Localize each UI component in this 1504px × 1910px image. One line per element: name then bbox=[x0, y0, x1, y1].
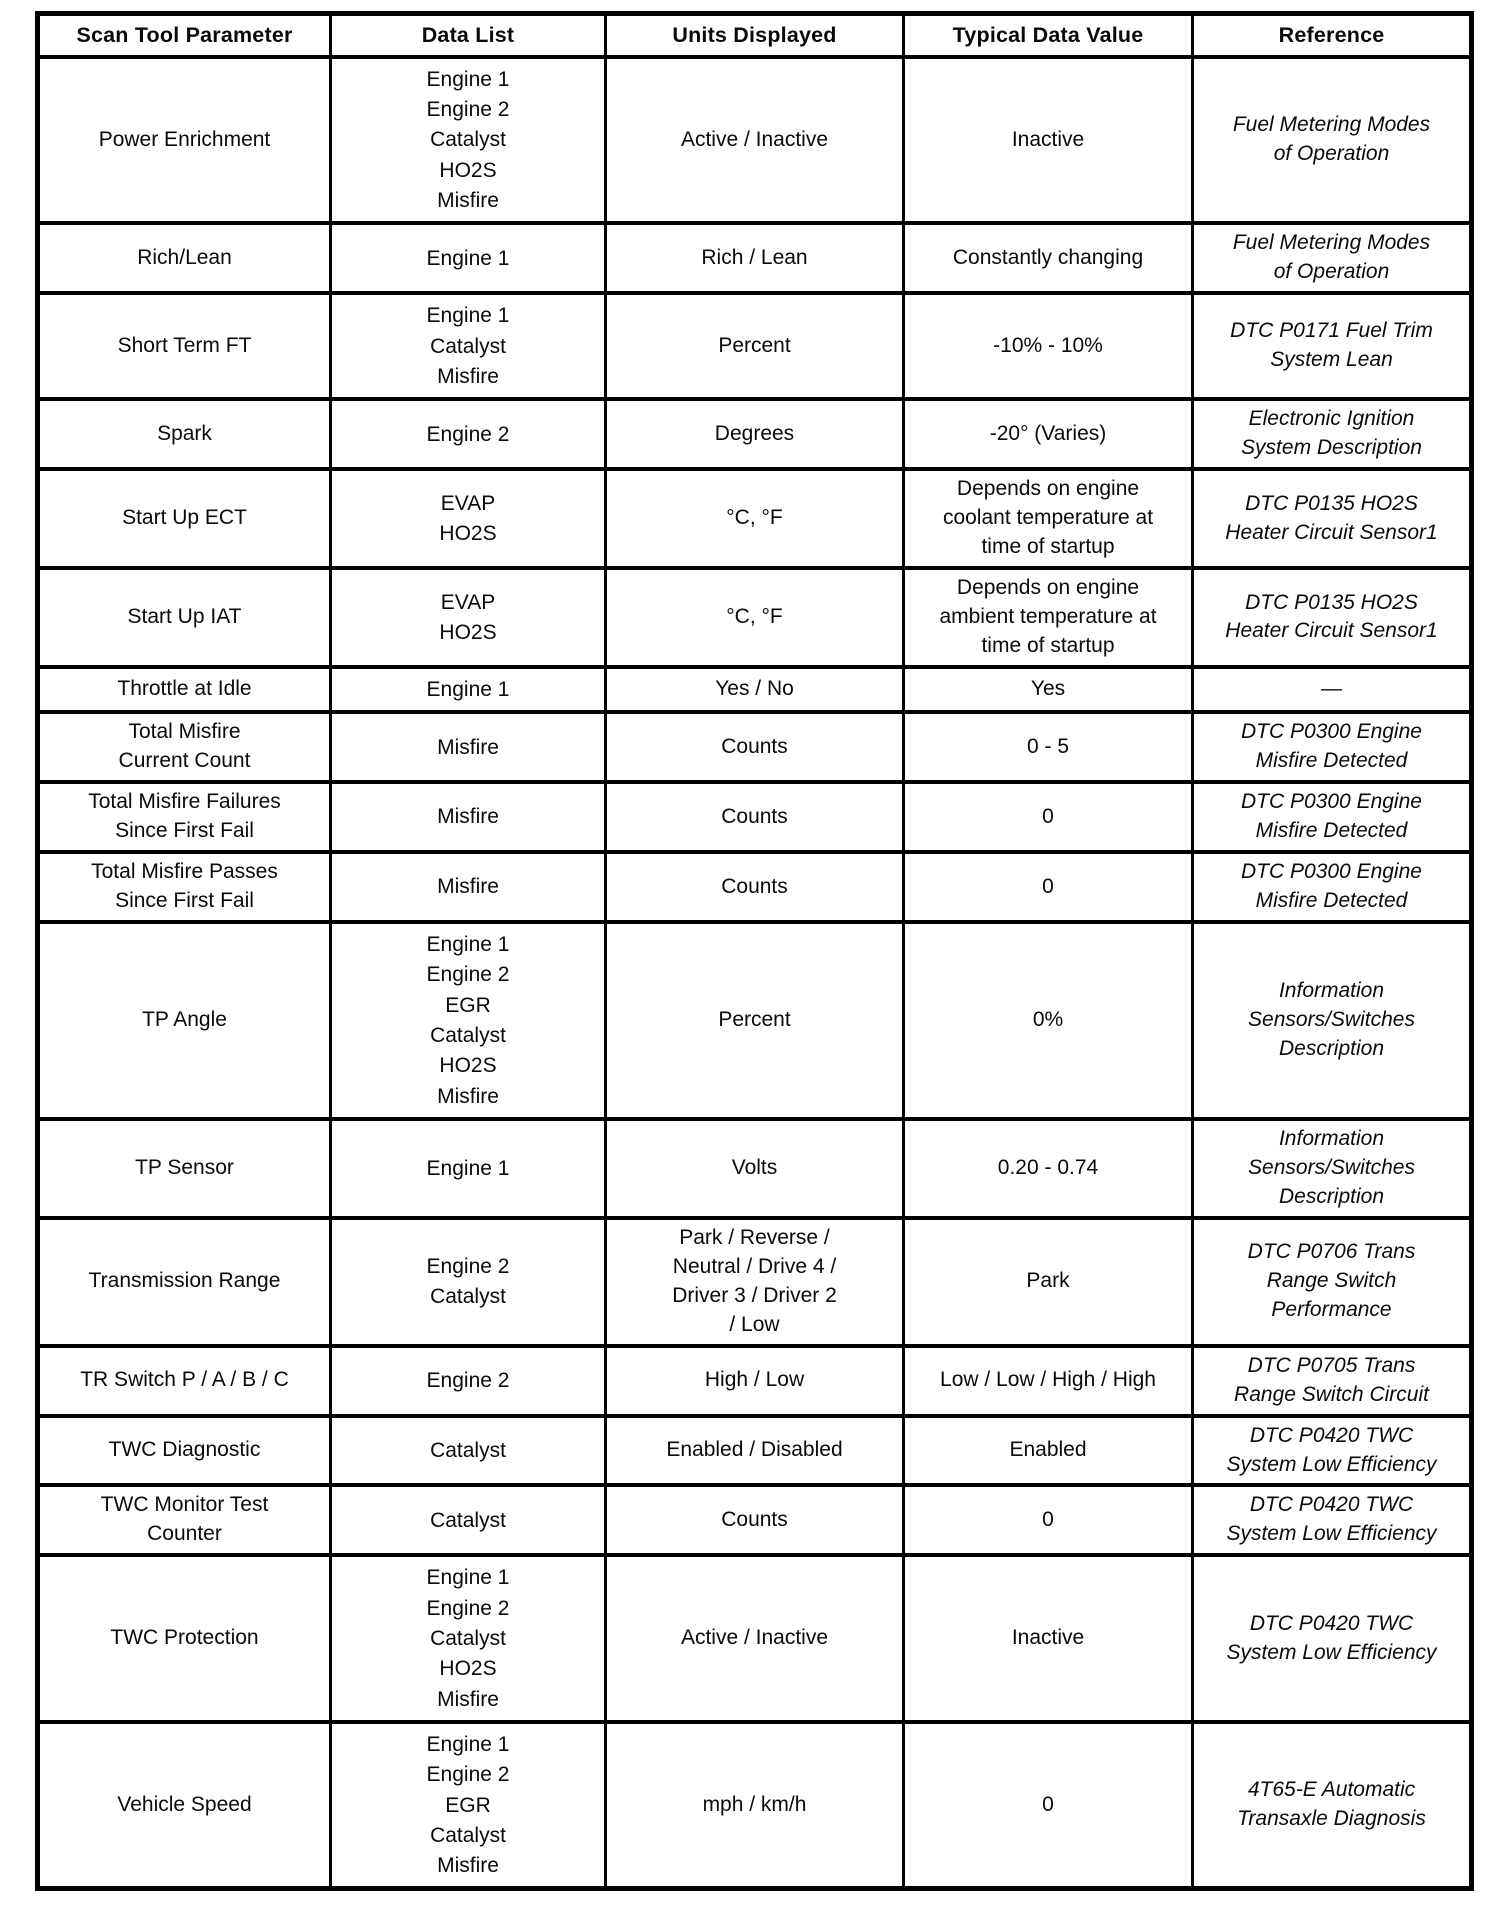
cell-line: °C, °F bbox=[726, 506, 783, 530]
cell-data-list bbox=[331, 782, 606, 852]
cell-line: Counter bbox=[147, 1522, 222, 1546]
cell-line: System Low Efficiency bbox=[1226, 1640, 1437, 1664]
cell-data-list bbox=[331, 1416, 606, 1486]
cell-line: °C, °F bbox=[726, 605, 783, 628]
cell-line: Heater Circuit Sensor1 bbox=[1225, 619, 1438, 643]
cell-line: Since First Fail bbox=[115, 819, 254, 843]
cell-typical bbox=[904, 1119, 1193, 1218]
cell-data-list bbox=[331, 399, 606, 469]
cell-line: — bbox=[1321, 677, 1342, 701]
cell-line: Engine 2 bbox=[426, 1763, 510, 1787]
cell-line: Driver 3 / Driver 2 bbox=[672, 1283, 837, 1307]
cell-typical bbox=[904, 399, 1193, 469]
cell-line: Transaxle Diagnosis bbox=[1237, 1807, 1426, 1831]
table-row bbox=[38, 57, 1472, 223]
cell-line: Misfire bbox=[437, 735, 499, 759]
cell-line: Counts bbox=[721, 804, 788, 828]
cell-typical bbox=[904, 1722, 1193, 1889]
cell-line: DTC P0420 TWC bbox=[1249, 1493, 1414, 1517]
cell-line: Misfire Detected bbox=[1255, 749, 1408, 773]
cell-line: Engine 2 bbox=[426, 1596, 510, 1620]
cell-line: Enabled / Disabled bbox=[666, 1438, 843, 1462]
cell-line: TWC Diagnostic bbox=[108, 1438, 261, 1462]
cell-line: TWC Protection bbox=[110, 1626, 259, 1650]
table-row bbox=[38, 1346, 1472, 1416]
cell-data-list bbox=[331, 1485, 606, 1555]
cell-line: Engine 2 bbox=[426, 98, 510, 122]
cell-line: of Operation bbox=[1273, 260, 1390, 284]
cell-reference bbox=[1193, 712, 1472, 782]
cell-line: Counts bbox=[721, 874, 788, 898]
scan-tool-parameter-table bbox=[35, 11, 1474, 1891]
cell-line: Yes / No bbox=[715, 677, 794, 701]
cell-typical bbox=[904, 1346, 1193, 1416]
cell-reference bbox=[1193, 1119, 1472, 1218]
cell-line: System Low Efficiency bbox=[1226, 1522, 1437, 1546]
cell-typical bbox=[904, 1485, 1193, 1555]
cell-line: DTC P0135 HO2S bbox=[1245, 590, 1418, 614]
cell-typical bbox=[904, 568, 1193, 667]
cell-line: coolant temperature at bbox=[942, 506, 1154, 530]
cell-parameter bbox=[38, 922, 331, 1119]
cell-line: Performance bbox=[1271, 1298, 1392, 1322]
header-row bbox=[38, 14, 1472, 57]
cell-typical bbox=[904, 1416, 1193, 1486]
cell-line: 0 bbox=[1042, 874, 1054, 898]
table-row bbox=[38, 667, 1472, 712]
cell-reference bbox=[1193, 852, 1472, 922]
cell-line: Throttle at Idle bbox=[117, 677, 252, 701]
cell-units bbox=[606, 57, 904, 223]
cell-line: System Description bbox=[1241, 436, 1422, 460]
cell-units bbox=[606, 469, 904, 568]
cell-line: Misfire Detected bbox=[1255, 889, 1408, 913]
cell-line: Depends on engine bbox=[956, 576, 1140, 600]
cell-line: Misfire bbox=[437, 364, 499, 388]
cell-line: 0 - 5 bbox=[1026, 734, 1070, 758]
cell-units bbox=[606, 1485, 904, 1555]
cell-line: Engine 1 bbox=[426, 1566, 510, 1590]
cell-line: Total Misfire Passes bbox=[91, 860, 278, 884]
cell-line: Engine 1 bbox=[426, 246, 510, 270]
cell-line: Total Misfire bbox=[128, 720, 241, 744]
cell-reference bbox=[1193, 1555, 1472, 1721]
cell-typical bbox=[904, 469, 1193, 568]
cell-parameter bbox=[38, 223, 331, 293]
cell-line: DTC P0300 Engine bbox=[1241, 790, 1422, 814]
cell-line: 0 bbox=[1042, 1792, 1054, 1816]
cell-units bbox=[606, 399, 904, 469]
cell-line: Active / Inactive bbox=[680, 127, 829, 151]
cell-line: Depends on engine bbox=[956, 477, 1140, 501]
cell-units bbox=[606, 852, 904, 922]
cell-parameter bbox=[38, 1346, 331, 1416]
cell-line: time of startup bbox=[981, 633, 1115, 657]
cell-data-list bbox=[331, 293, 606, 399]
cell-line: Park / Reverse / bbox=[679, 1225, 830, 1249]
cell-units bbox=[606, 1346, 904, 1416]
cell-line: Engine 1 bbox=[426, 677, 510, 701]
cell-line: Misfire bbox=[437, 1687, 499, 1711]
table-row bbox=[38, 712, 1472, 782]
cell-parameter bbox=[38, 667, 331, 712]
cell-line: DTC P0706 Trans bbox=[1247, 1240, 1416, 1264]
column-header-4: Reference bbox=[1193, 14, 1472, 57]
cell-data-list bbox=[331, 1722, 606, 1889]
cell-typical bbox=[904, 667, 1193, 712]
cell-line: HO2S bbox=[439, 522, 497, 546]
cell-line: Misfire bbox=[437, 189, 499, 213]
cell-data-list bbox=[331, 568, 606, 667]
cell-line: Catalyst bbox=[430, 1285, 506, 1309]
cell-line: Catalyst bbox=[430, 1627, 506, 1651]
cell-line: EVAP bbox=[440, 491, 496, 515]
cell-line: Fuel Metering Modes bbox=[1232, 231, 1431, 255]
table-row bbox=[38, 782, 1472, 852]
table-row bbox=[38, 1119, 1472, 1218]
cell-parameter bbox=[38, 469, 331, 568]
cell-parameter bbox=[38, 1485, 331, 1555]
cell-line: Catalyst bbox=[430, 1438, 506, 1462]
cell-line: -10% - 10% bbox=[993, 333, 1103, 357]
cell-units bbox=[606, 1218, 904, 1346]
cell-line: DTC P0300 Engine bbox=[1241, 720, 1422, 744]
cell-line: TP Sensor bbox=[135, 1155, 234, 1179]
cell-reference bbox=[1193, 782, 1472, 852]
table-body bbox=[38, 57, 1472, 1889]
table-row bbox=[38, 1722, 1472, 1889]
table-row bbox=[38, 852, 1472, 922]
cell-line: Total Misfire Failures bbox=[88, 790, 281, 814]
cell-typical bbox=[904, 293, 1193, 399]
cell-line: Heater Circuit Sensor1 bbox=[1225, 520, 1438, 544]
cell-line: HO2S bbox=[439, 620, 497, 644]
cell-line: Percent bbox=[718, 333, 791, 357]
cell-line: Current Count bbox=[118, 749, 251, 773]
cell-line: Enabled bbox=[1009, 1438, 1087, 1462]
cell-reference bbox=[1193, 293, 1472, 399]
cell-line: EVAP bbox=[440, 590, 496, 614]
cell-line: Engine 1 bbox=[426, 1156, 510, 1180]
cell-parameter bbox=[38, 1218, 331, 1346]
column-header-2: Units Displayed bbox=[606, 14, 904, 57]
cell-units bbox=[606, 782, 904, 852]
table-row bbox=[38, 568, 1472, 667]
cell-reference bbox=[1193, 1346, 1472, 1416]
cell-data-list bbox=[331, 1218, 606, 1346]
cell-parameter bbox=[38, 1722, 331, 1889]
cell-line: mph / km/h bbox=[702, 1792, 807, 1816]
cell-line: Sensors/Switches bbox=[1248, 1007, 1415, 1031]
cell-line: Engine 1 bbox=[426, 933, 510, 957]
cell-line: / Low bbox=[729, 1312, 780, 1336]
table-row bbox=[38, 399, 1472, 469]
cell-line: Catalyst bbox=[430, 128, 506, 152]
cell-line: HO2S bbox=[439, 158, 497, 182]
cell-line: Yes bbox=[1030, 677, 1066, 701]
cell-line: Neutral / Drive 4 / bbox=[672, 1254, 837, 1278]
cell-line: TR Switch P / A / B / C bbox=[80, 1368, 289, 1392]
cell-reference bbox=[1193, 1416, 1472, 1486]
cell-units bbox=[606, 293, 904, 399]
cell-line: Rich/Lean bbox=[137, 245, 232, 269]
cell-line: TWC Monitor Test bbox=[100, 1493, 269, 1517]
cell-line: Range Switch Circuit bbox=[1234, 1382, 1429, 1406]
cell-reference bbox=[1193, 57, 1472, 223]
cell-line: Misfire bbox=[437, 1084, 499, 1108]
cell-typical bbox=[904, 223, 1193, 293]
cell-line: Information bbox=[1278, 1126, 1385, 1150]
cell-reference bbox=[1193, 1722, 1472, 1889]
cell-line: HO2S bbox=[439, 1657, 497, 1681]
cell-line: Inactive bbox=[1011, 127, 1085, 151]
cell-line: Information bbox=[1278, 978, 1385, 1002]
cell-line: Inactive bbox=[1011, 1626, 1085, 1650]
cell-units bbox=[606, 922, 904, 1119]
cell-line: Catalyst bbox=[430, 1823, 506, 1847]
cell-reference bbox=[1193, 568, 1472, 667]
cell-data-list bbox=[331, 852, 606, 922]
table-row bbox=[38, 1555, 1472, 1721]
table-row bbox=[38, 922, 1472, 1119]
cell-line: DTC P0420 TWC bbox=[1249, 1611, 1414, 1635]
cell-line: System Low Efficiency bbox=[1226, 1452, 1437, 1476]
cell-reference bbox=[1193, 399, 1472, 469]
cell-units bbox=[606, 1722, 904, 1889]
cell-units bbox=[606, 568, 904, 667]
cell-line: Electronic Ignition bbox=[1248, 407, 1415, 431]
cell-data-list bbox=[331, 922, 606, 1119]
cell-line: Since First Fail bbox=[115, 889, 254, 913]
cell-line: 0% bbox=[1032, 1007, 1064, 1031]
cell-line: EGR bbox=[445, 1793, 491, 1817]
cell-data-list bbox=[331, 469, 606, 568]
cell-units bbox=[606, 1555, 904, 1721]
cell-line: Rich / Lean bbox=[701, 245, 808, 269]
cell-line: Counts bbox=[721, 734, 788, 758]
cell-line: DTC P0300 Engine bbox=[1241, 860, 1422, 884]
cell-parameter bbox=[38, 1555, 331, 1721]
cell-parameter bbox=[38, 57, 331, 223]
cell-line: High / Low bbox=[704, 1368, 805, 1392]
cell-typical bbox=[904, 922, 1193, 1119]
cell-line: Catalyst bbox=[430, 1023, 506, 1047]
cell-line: DTC P0135 HO2S bbox=[1245, 491, 1418, 515]
table-row bbox=[38, 1218, 1472, 1346]
table-row bbox=[38, 293, 1472, 399]
cell-parameter bbox=[38, 782, 331, 852]
cell-line: of Operation bbox=[1273, 142, 1390, 166]
cell-line: Catalyst bbox=[430, 1508, 506, 1532]
cell-reference bbox=[1193, 667, 1472, 712]
table-row bbox=[38, 1485, 1472, 1555]
cell-parameter bbox=[38, 1119, 331, 1218]
cell-line: Percent bbox=[718, 1007, 791, 1031]
cell-line: time of startup bbox=[981, 535, 1115, 559]
cell-typical bbox=[904, 782, 1193, 852]
cell-units bbox=[606, 712, 904, 782]
cell-line: HO2S bbox=[439, 1054, 497, 1078]
cell-reference bbox=[1193, 469, 1472, 568]
cell-line: Description bbox=[1278, 1036, 1385, 1060]
cell-line: Range Switch bbox=[1266, 1269, 1397, 1293]
cell-line: Constantly changing bbox=[952, 245, 1144, 269]
cell-line: 0.20 - 0.74 bbox=[997, 1155, 1099, 1179]
cell-parameter bbox=[38, 293, 331, 399]
table-row bbox=[38, 469, 1472, 568]
cell-line: System Lean bbox=[1270, 348, 1393, 372]
cell-reference bbox=[1193, 1485, 1472, 1555]
cell-data-list bbox=[331, 1346, 606, 1416]
cell-line: Engine 1 bbox=[426, 304, 510, 328]
cell-line: Start Up ECT bbox=[122, 506, 247, 530]
cell-line: Park bbox=[1026, 1269, 1070, 1293]
cell-line: Engine 1 bbox=[426, 1732, 510, 1756]
cell-line: Short Term FT bbox=[117, 333, 252, 357]
cell-typical bbox=[904, 1555, 1193, 1721]
cell-line: Counts bbox=[721, 1507, 788, 1531]
column-header-3: Typical Data Value bbox=[904, 14, 1193, 57]
cell-typical bbox=[904, 712, 1193, 782]
cell-line: 0 bbox=[1042, 804, 1054, 828]
cell-reference bbox=[1193, 922, 1472, 1119]
cell-parameter bbox=[38, 399, 331, 469]
cell-line: Low / Low / High / High bbox=[940, 1368, 1156, 1392]
cell-line: Engine 2 bbox=[426, 1368, 510, 1392]
cell-parameter bbox=[38, 852, 331, 922]
cell-data-list bbox=[331, 57, 606, 223]
cell-typical bbox=[904, 852, 1193, 922]
cell-line: Misfire bbox=[437, 1854, 499, 1878]
cell-line: -20° (Varies) bbox=[989, 421, 1107, 445]
cell-line: ambient temperature at bbox=[939, 605, 1157, 628]
cell-parameter bbox=[38, 568, 331, 667]
cell-line: Spark bbox=[157, 421, 212, 445]
cell-data-list bbox=[331, 223, 606, 293]
cell-line: EGR bbox=[445, 993, 491, 1017]
cell-line: Active / Inactive bbox=[680, 1626, 829, 1650]
cell-reference bbox=[1193, 223, 1472, 293]
cell-data-list bbox=[331, 667, 606, 712]
cell-line: Description bbox=[1278, 1184, 1385, 1208]
cell-line: 0 bbox=[1042, 1507, 1054, 1531]
cell-line: Transmission Range bbox=[88, 1269, 281, 1293]
cell-line: Engine 1 bbox=[426, 67, 510, 91]
table-row bbox=[38, 1416, 1472, 1486]
cell-units bbox=[606, 667, 904, 712]
cell-line: Engine 2 bbox=[426, 963, 510, 987]
cell-units bbox=[606, 223, 904, 293]
cell-line: 4T65-E Automatic bbox=[1247, 1778, 1416, 1802]
cell-line: Misfire bbox=[437, 805, 499, 829]
cell-parameter bbox=[38, 712, 331, 782]
cell-data-list bbox=[331, 712, 606, 782]
cell-data-list bbox=[331, 1555, 606, 1721]
cell-units bbox=[606, 1119, 904, 1218]
cell-line: Fuel Metering Modes bbox=[1232, 113, 1431, 137]
cell-line: Degrees bbox=[714, 421, 795, 445]
cell-data-list bbox=[331, 1119, 606, 1218]
cell-line: Power Enrichment bbox=[98, 127, 271, 151]
cell-typical bbox=[904, 1218, 1193, 1346]
cell-line: Engine 2 bbox=[426, 1254, 510, 1278]
cell-line: Misfire Detected bbox=[1255, 819, 1408, 843]
cell-reference bbox=[1193, 1218, 1472, 1346]
column-header-0: Scan Tool Parameter bbox=[38, 14, 331, 57]
cell-parameter bbox=[38, 1416, 331, 1486]
cell-line: TP Angle bbox=[142, 1007, 227, 1031]
cell-line: Misfire bbox=[437, 875, 499, 899]
cell-units bbox=[606, 1416, 904, 1486]
cell-line: Volts bbox=[731, 1155, 778, 1179]
cell-line: Vehicle Speed bbox=[117, 1792, 252, 1816]
table-row bbox=[38, 223, 1472, 293]
cell-line: DTC P0420 TWC bbox=[1249, 1423, 1414, 1447]
cell-typical bbox=[904, 57, 1193, 223]
cell-line: DTC P0705 Trans bbox=[1247, 1353, 1416, 1377]
cell-line: Engine 2 bbox=[426, 422, 510, 446]
cell-line: Catalyst bbox=[430, 334, 506, 358]
cell-line: Start Up IAT bbox=[127, 605, 242, 628]
column-header-1: Data List bbox=[331, 14, 606, 57]
cell-line: DTC P0171 Fuel Trim bbox=[1230, 319, 1433, 343]
cell-line: Sensors/Switches bbox=[1248, 1155, 1415, 1179]
